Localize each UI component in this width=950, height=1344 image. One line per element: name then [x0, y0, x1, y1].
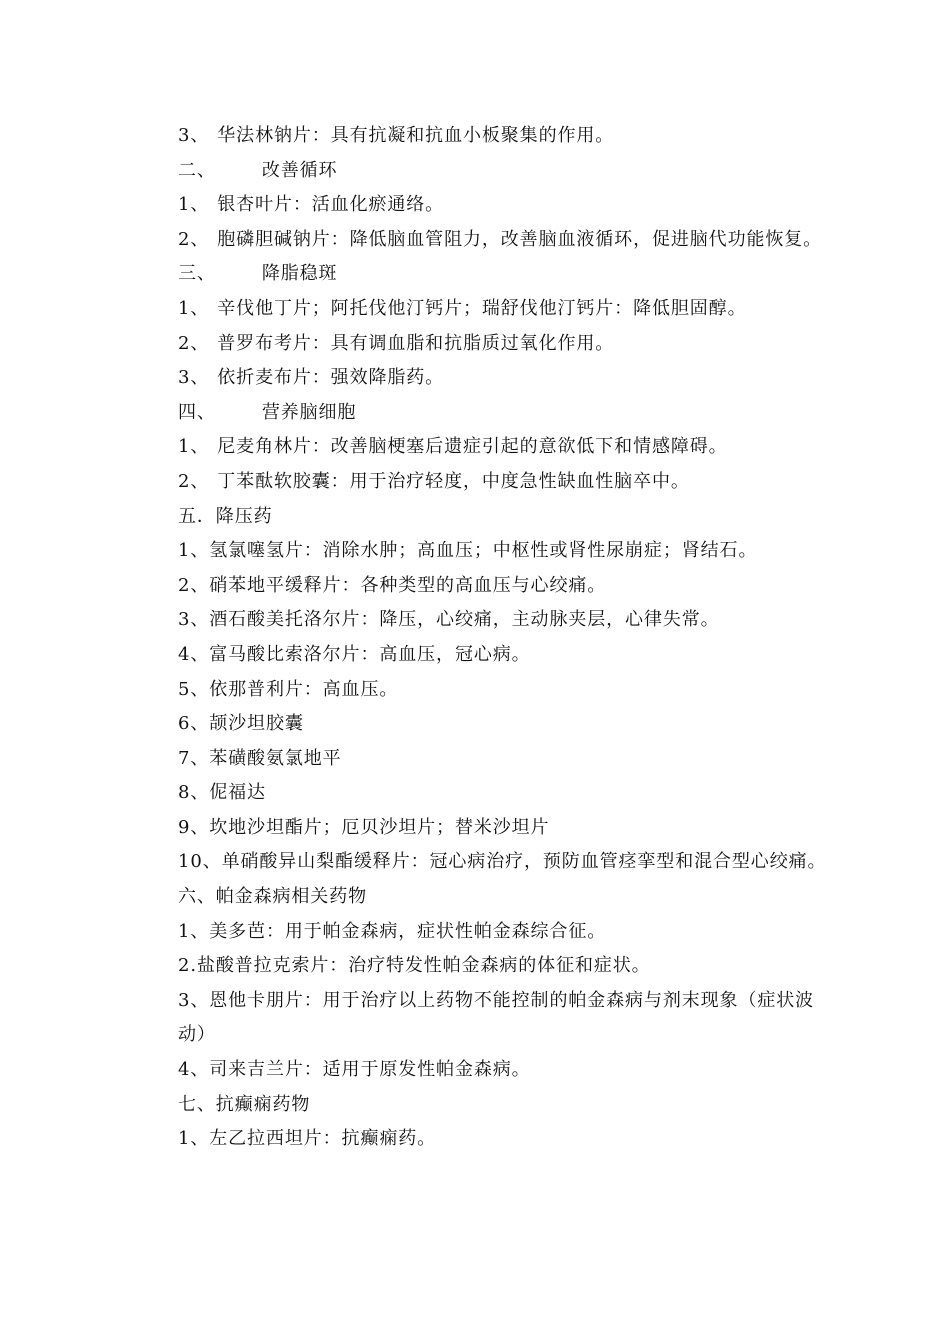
- text-line: [178, 500, 828, 535]
- line-text: 8、伲福达: [178, 782, 266, 804]
- text-line: [178, 188, 828, 223]
- line-text: 6、颉沙坦胶囊: [178, 713, 304, 735]
- line-text: 1、左乙拉西坦片：抗癫痫药。: [178, 1128, 437, 1150]
- text-line: [178, 880, 828, 915]
- text-line: [178, 119, 828, 154]
- list-number: 2、: [178, 470, 210, 492]
- text-line: [178, 845, 828, 880]
- text-line: [178, 742, 828, 777]
- line-text: 华法林钠片：具有抗凝和抗血小板聚集的作用。: [217, 125, 615, 146]
- list-number: 2、: [178, 228, 210, 250]
- line-text: 六、帕金森病相关药物: [178, 886, 367, 908]
- line-text: 银杏叶片：活血化瘀通络。: [217, 194, 445, 216]
- line-text: 9、坎地沙坦酯片；厄贝沙坦片；替米沙坦片: [178, 816, 550, 838]
- list-number: 1、: [178, 297, 210, 319]
- text-line: [178, 1122, 828, 1157]
- line-text: 改善循环: [261, 159, 338, 181]
- list-number: 1、: [178, 436, 210, 458]
- text-line: [178, 638, 828, 673]
- text-line: [178, 292, 828, 327]
- list-number: 四、: [178, 401, 216, 423]
- document-body: [178, 119, 828, 1157]
- text-line: [178, 465, 828, 500]
- line-text: 尼麦角林片：改善脑梗塞后遗症引起的意欲低下和情感障碍。: [217, 436, 728, 458]
- line-text: 降脂稳斑: [261, 263, 338, 285]
- list-number: 3、: [178, 367, 210, 389]
- line-text: 1、氢氯噻氢片：消除水肿；高血压；中枢性或肾性尿崩症；肾结石。: [178, 540, 758, 562]
- line-text: 10、单硝酸异山梨酯缓释片：冠心病治疗，预防血管痉挛型和混合型心绞痛。: [178, 851, 827, 873]
- line-text: 普罗布考片：具有调血脂和抗脂质过氧化作用。: [217, 332, 615, 354]
- line-text: 4、司来吉兰片：适用于原发性帕金森病。: [178, 1059, 531, 1081]
- text-line: [178, 1088, 828, 1123]
- line-text: 4、富马酸比索洛尔片：高血压，冠心病。: [178, 643, 531, 665]
- list-number: 2、: [178, 332, 210, 354]
- text-line: [178, 223, 828, 258]
- line-text: 3、恩他卡朋片：用于治疗以上药物不能控制的帕金森病与剂末现象（症状波动）: [178, 989, 815, 1046]
- text-line: [178, 257, 828, 292]
- line-text: 3、酒石酸美托洛尔片：降压，心绞痛，主动脉夹层，心律失常。: [178, 609, 720, 631]
- line-text: 1、美多芭：用于帕金森病，症状性帕金森综合征。: [178, 920, 607, 942]
- text-line: [178, 776, 828, 811]
- line-text: 7、苯磺酸氨氯地平: [178, 747, 342, 769]
- line-text: 2.盐酸普拉克索片：治疗特发性帕金森病的体征和症状。: [178, 955, 651, 977]
- text-line: [178, 396, 828, 431]
- line-text: 五．降压药: [178, 505, 273, 527]
- line-text: 5、依那普利片：高血压。: [178, 678, 399, 700]
- line-text: 七、抗癫痫药物: [178, 1093, 311, 1115]
- text-line: [178, 327, 828, 362]
- text-line: [178, 569, 828, 604]
- text-line: [178, 1053, 828, 1088]
- text-line: [178, 673, 828, 708]
- text-line: [178, 707, 828, 742]
- text-line: [178, 984, 828, 1053]
- text-line: [178, 603, 828, 638]
- line-text: 丁苯酞软胶囊：用于治疗轻度，中度急性缺血性脑卒中。: [217, 470, 690, 492]
- text-line: [178, 154, 828, 189]
- list-number: 三、: [178, 263, 216, 285]
- line-text: 辛伐他丁片；阿托伐他汀钙片；瑞舒伐他汀钙片：降低胆固醇。: [217, 297, 747, 319]
- text-line: [178, 534, 828, 569]
- text-line: [178, 915, 828, 950]
- text-line: [178, 811, 828, 846]
- text-line: [178, 430, 828, 465]
- line-text: 2、硝苯地平缓释片：各种类型的高血压与心绞痛。: [178, 574, 607, 596]
- list-number: 3、: [178, 125, 210, 146]
- list-number: 二、: [178, 159, 216, 181]
- line-text: 依折麦布片：强效降脂药。: [217, 367, 445, 389]
- line-text: 胞磷胆碱钠片：降低脑血管阻力，改善脑血液循环，促进脑代功能恢复。: [217, 228, 823, 250]
- text-line: [178, 361, 828, 396]
- text-line: [178, 949, 828, 984]
- list-number: 1、: [178, 194, 210, 216]
- line-text: 营养脑细胞: [261, 401, 357, 423]
